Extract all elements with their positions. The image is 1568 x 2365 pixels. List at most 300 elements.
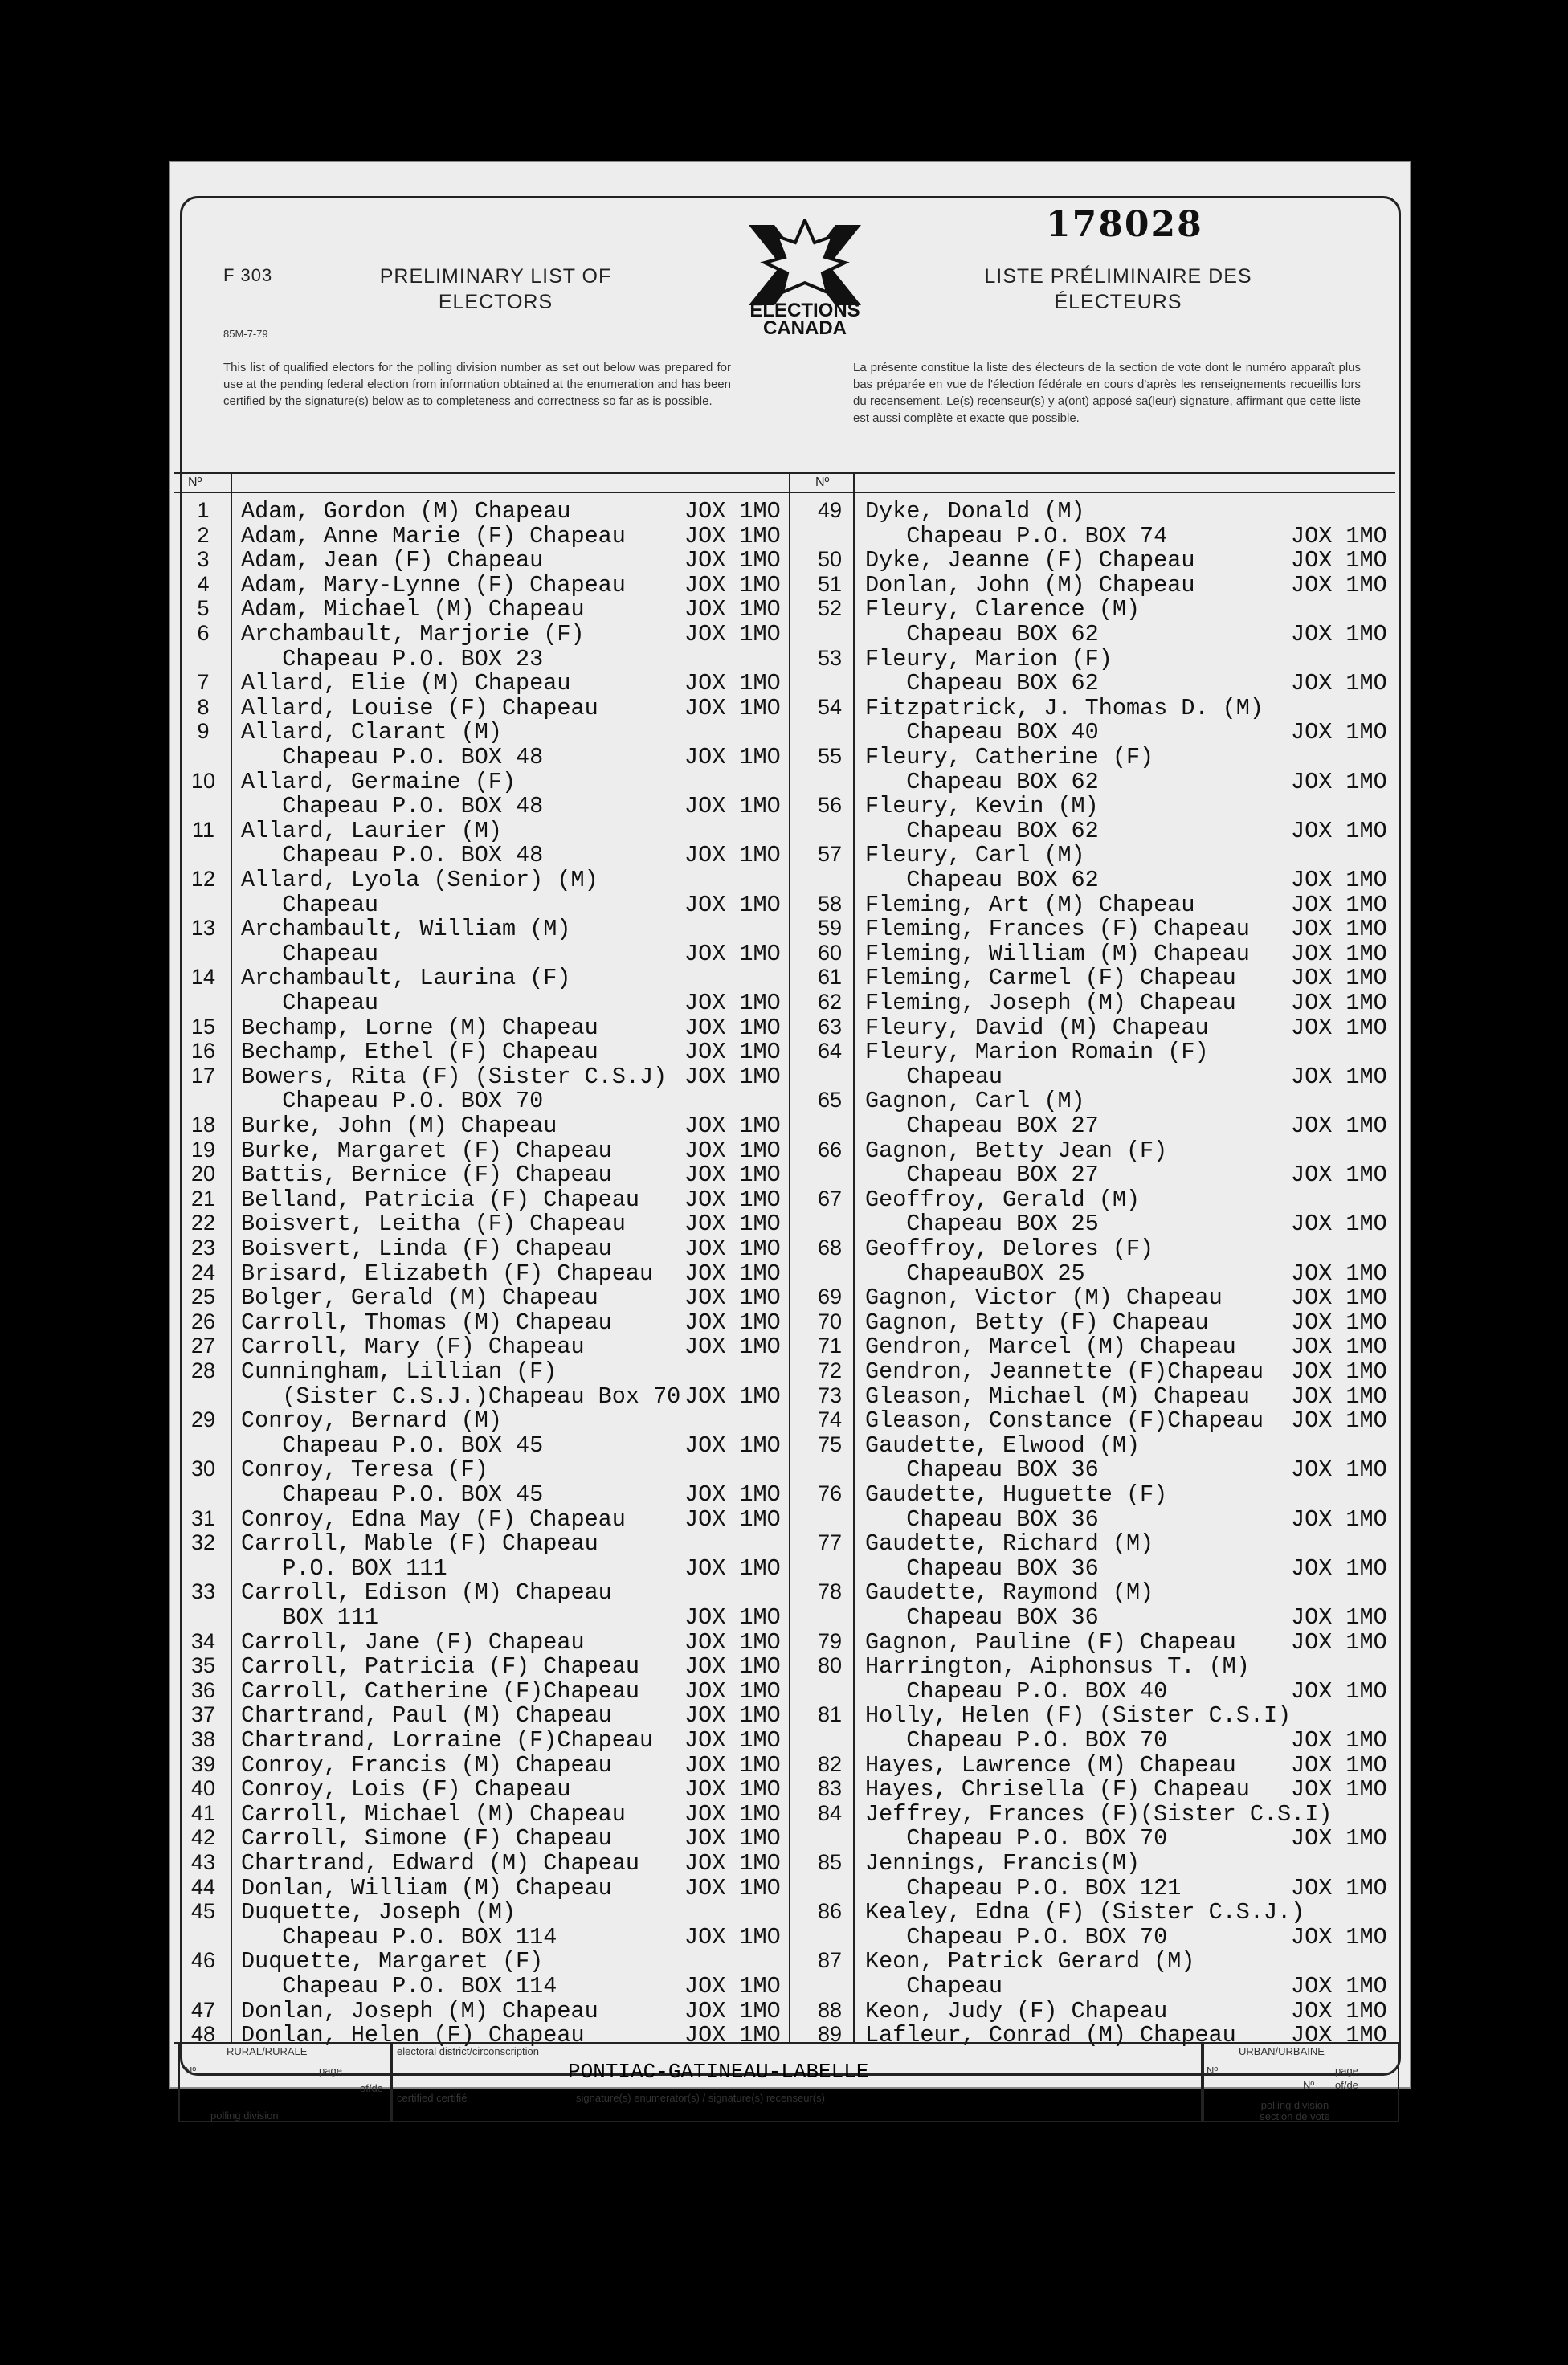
postal-code: JOX 1MO bbox=[684, 1481, 781, 1508]
elector-name: Conroy, Lois (F) Chapeau bbox=[241, 1776, 571, 1803]
elector-name: Gagnon, Victor (M) Chapeau bbox=[865, 1285, 1223, 1312]
elector-name: Keon, Patrick Gerard (M) bbox=[865, 1948, 1195, 1975]
urban-no-label-2: Nº bbox=[1303, 2079, 1315, 2091]
right-elector-row bbox=[170, 1015, 1391, 1040]
postal-code: JOX 1MO bbox=[1291, 1334, 1387, 1361]
postal-code: JOX 1MO bbox=[684, 1850, 781, 1877]
postal-code: JOX 1MO bbox=[684, 571, 781, 598]
postal-code: JOX 1MO bbox=[1291, 621, 1387, 647]
title-fr-line1: LISTE PRÉLIMINAIRE DES bbox=[984, 265, 1252, 288]
elector-number: 14 bbox=[190, 965, 216, 990]
postal-code: JOX 1MO bbox=[684, 1334, 781, 1361]
elector-name: Chartrand, Paul (M) Chapeau bbox=[241, 1702, 612, 1730]
elector-name: Boisvert, Leitha (F) Chapeau bbox=[241, 1211, 626, 1238]
elector-number: 8 bbox=[197, 694, 210, 719]
elector-name: Adam, Gordon (M) Chapeau bbox=[241, 498, 571, 525]
elector-name: Gagnon, Betty (F) Chapeau bbox=[865, 1309, 1209, 1336]
postal-code: JOX 1MO bbox=[1291, 547, 1387, 574]
right-elector-row bbox=[170, 1138, 1391, 1162]
postal-code: JOX 1MO bbox=[1291, 1997, 1387, 2024]
elector-name: Carroll, Thomas (M) Chapeau bbox=[241, 1309, 612, 1336]
elector-name: Chapeau BOX 36 bbox=[865, 1505, 1099, 1533]
elector-number: 71 bbox=[817, 1334, 843, 1358]
elector-name: Cunningham, Lillian (F) bbox=[241, 1358, 557, 1385]
page-total: 2 bbox=[349, 2085, 360, 2107]
elector-name: Chapeau bbox=[865, 1973, 1003, 1999]
elector-name: Gendron, Jeannette (F)Chapeau bbox=[865, 1358, 1264, 1385]
elector-number: 35 bbox=[190, 1653, 216, 1678]
elector-name: Chapeau bbox=[865, 1063, 1003, 1090]
elector-number: 81 bbox=[817, 1702, 843, 1727]
elector-name: Chapeau BOX 62 bbox=[865, 768, 1099, 795]
elector-name: Adam, Anne Marie (F) Chapeau bbox=[241, 522, 626, 549]
elector-name: Allard, Louise (F) Chapeau bbox=[241, 694, 598, 721]
elector-number: 34 bbox=[190, 1628, 216, 1653]
right-elector-row bbox=[170, 892, 1391, 917]
elector-name: Geoffroy, Gerald (M) bbox=[865, 1186, 1141, 1213]
elector-name: Gagnon, Carl (M) bbox=[865, 1088, 1085, 1115]
postal-code: JOX 1MO bbox=[684, 1211, 781, 1238]
elector-number: 37 bbox=[190, 1702, 216, 1727]
title-en-line2: ELECTORS bbox=[438, 291, 553, 313]
elector-name: Chapeau P.O. BOX 23 bbox=[241, 645, 544, 672]
maple-x-icon bbox=[725, 219, 885, 307]
elector-number: 23 bbox=[190, 1236, 216, 1260]
elector-name: Conroy, Francis (M) Chapeau bbox=[241, 1751, 612, 1779]
elector-name: Fleming, Joseph (M) Chapeau bbox=[865, 990, 1236, 1016]
postal-code: JOX 1MO bbox=[684, 670, 781, 697]
elector-number: 55 bbox=[817, 744, 843, 768]
elector-number: 33 bbox=[190, 1579, 216, 1604]
elector-number: 43 bbox=[190, 1850, 216, 1874]
elector-number: 50 bbox=[817, 547, 843, 572]
page-label: page bbox=[319, 2065, 342, 2077]
postal-code: JOX 1MO bbox=[1291, 1358, 1387, 1385]
elector-number: 1 bbox=[197, 498, 210, 522]
rural-no-label: Nº bbox=[185, 2065, 197, 2077]
elector-number: 88 bbox=[817, 1997, 843, 2022]
elector-name: Chapeau P.O. BOX 70 bbox=[865, 1923, 1168, 1950]
postal-code: JOX 1MO bbox=[1291, 1874, 1387, 1901]
elector-number: 11 bbox=[191, 817, 215, 842]
elector-number: 67 bbox=[817, 1186, 843, 1211]
elector-number: 31 bbox=[190, 1505, 216, 1530]
elector-number: 87 bbox=[817, 1948, 843, 1973]
right-elector-row bbox=[170, 1727, 1391, 1752]
postal-code: JOX 1MO bbox=[1291, 1505, 1387, 1533]
postal-code: JOX 1MO bbox=[1291, 719, 1387, 746]
postal-code: JOX 1MO bbox=[684, 1628, 781, 1656]
elector-number: 57 bbox=[817, 842, 843, 867]
postal-code: JOX 1MO bbox=[684, 744, 781, 770]
signature-label: signature(s) enumerator(s) / signature(s) recenseur(s) bbox=[576, 2092, 825, 2104]
right-elector-row bbox=[170, 1850, 1391, 1875]
elector-name: Conroy, Edna May (F) Chapeau bbox=[241, 1505, 626, 1533]
elector-number: 70 bbox=[817, 1309, 843, 1334]
elector-number: 48 bbox=[190, 2022, 216, 2047]
postal-code: JOX 1MO bbox=[1291, 867, 1387, 893]
elector-name: Hayes, Chrisella (F) Chapeau bbox=[865, 1776, 1250, 1803]
elector-name: Gaudette, Richard (M) bbox=[865, 1530, 1154, 1558]
elector-name: Fitzpatrick, J. Thomas D. (M) bbox=[865, 694, 1264, 721]
elector-name: Carroll, Edison (M) Chapeau bbox=[241, 1579, 612, 1607]
elector-name: Chapeau P.O. BOX 70 bbox=[241, 1088, 544, 1115]
elector-name: Carroll, Jane (F) Chapeau bbox=[241, 1628, 585, 1656]
elector-name: Fleming, Carmel (F) Chapeau bbox=[865, 965, 1236, 992]
elector-number: 77 bbox=[817, 1530, 843, 1555]
postal-code: JOX 1MO bbox=[684, 1973, 781, 1999]
right-elector-row bbox=[170, 1752, 1391, 1777]
postal-code: JOX 1MO bbox=[1291, 1383, 1387, 1410]
elector-number: 69 bbox=[817, 1285, 843, 1309]
postal-code: JOX 1MO bbox=[1291, 817, 1387, 844]
elector-name: Fleury, Marion (F) bbox=[865, 645, 1113, 672]
postal-code: JOX 1MO bbox=[1291, 1063, 1387, 1090]
elector-number: 36 bbox=[190, 1677, 216, 1702]
urban-page-label: page bbox=[1335, 2065, 1358, 2077]
elector-name: Chapeau P.O. BOX 48 bbox=[241, 793, 544, 820]
postal-code: JOX 1MO bbox=[684, 498, 781, 525]
elector-name: Dyke, Donald (M) bbox=[865, 498, 1085, 525]
rural-label: RURAL/RURALE bbox=[227, 2045, 308, 2057]
postal-code: JOX 1MO bbox=[684, 1677, 781, 1705]
elector-name: Archambault, Laurina (F) bbox=[241, 965, 571, 992]
elector-name: Chapeau P.O. BOX 121 bbox=[865, 1874, 1182, 1901]
elector-name: Chapeau P.O. BOX 70 bbox=[865, 1727, 1168, 1754]
postal-code: JOX 1MO bbox=[684, 1923, 781, 1950]
elector-name: Adam, Michael (M) Chapeau bbox=[241, 596, 585, 623]
elector-name: Archambault, Marjorie (F) bbox=[241, 621, 585, 647]
elector-name: Donlan, Joseph (M) Chapeau bbox=[241, 1997, 598, 2024]
polling-label-left: polling division bbox=[210, 2110, 279, 2122]
elector-number: 20 bbox=[190, 1162, 216, 1187]
elector-number: 75 bbox=[817, 1432, 843, 1456]
elector-name: BOX 111 bbox=[241, 1604, 379, 1631]
right-elector-row bbox=[170, 818, 1391, 843]
urban-of-label: of/de bbox=[1335, 2079, 1358, 2091]
elector-number: 86 bbox=[817, 1899, 843, 1924]
postal-code: JOX 1MO bbox=[684, 1260, 781, 1287]
elector-name: P.O. BOX 111 bbox=[241, 1554, 447, 1582]
right-elector-row bbox=[170, 1039, 1391, 1064]
elector-name: Bowers, Rita (F) (Sister C.S.J) bbox=[241, 1063, 668, 1090]
postal-code: JOX 1MO bbox=[1291, 1554, 1387, 1582]
elector-number: 28 bbox=[190, 1358, 216, 1383]
elector-name: Adam, Jean (F) Chapeau bbox=[241, 547, 544, 574]
elector-number: 26 bbox=[190, 1309, 216, 1334]
elector-name: Fleury, David (M) Chapeau bbox=[865, 1014, 1209, 1041]
elector-number: 47 bbox=[190, 1997, 216, 2022]
elector-number: 59 bbox=[817, 916, 843, 941]
elector-number: 78 bbox=[817, 1579, 843, 1604]
postal-code: JOX 1MO bbox=[1291, 1162, 1387, 1189]
postal-code: JOX 1MO bbox=[1291, 1014, 1387, 1041]
right-elector-row bbox=[170, 990, 1391, 1015]
right-elector-row bbox=[170, 1334, 1391, 1361]
elector-name: Chapeau bbox=[241, 940, 379, 967]
postal-code: JOX 1MO bbox=[684, 1997, 781, 2024]
right-elector-row bbox=[170, 769, 1391, 794]
postal-code: JOX 1MO bbox=[1291, 1973, 1387, 1999]
right-elector-row bbox=[170, 1260, 1391, 1285]
right-elector-row bbox=[170, 1064, 1391, 1089]
postal-code: JOX 1MO bbox=[1291, 1604, 1387, 1631]
elector-name: Chapeau BOX 40 bbox=[865, 719, 1099, 746]
elector-number: 49 bbox=[817, 498, 843, 522]
elector-name: Burke, John (M) Chapeau bbox=[241, 1113, 557, 1139]
postal-code: JOX 1MO bbox=[1291, 1211, 1387, 1238]
postal-code: JOX 1MO bbox=[684, 2022, 781, 2049]
right-elector-row bbox=[170, 867, 1391, 892]
elector-name: Keon, Judy (F) Chapeau bbox=[865, 1997, 1168, 2024]
logo-line-2: CANADA bbox=[763, 317, 847, 339]
elector-number: 6 bbox=[197, 621, 210, 645]
postal-code: JOX 1MO bbox=[684, 1604, 781, 1631]
elector-number: 5 bbox=[197, 596, 210, 621]
table-header-rule bbox=[174, 492, 1395, 493]
postal-code: JOX 1MO bbox=[1291, 1923, 1387, 1950]
elector-number: 44 bbox=[190, 1874, 216, 1899]
elector-name: Jennings, Francis(M) bbox=[865, 1850, 1141, 1877]
postal-code: JOX 1MO bbox=[684, 793, 781, 820]
right-elector-row bbox=[170, 1236, 1391, 1260]
elector-name: Carroll, Patricia (F) Chapeau bbox=[241, 1653, 639, 1681]
elector-name: Donlan, John (M) Chapeau bbox=[865, 571, 1195, 598]
elector-name: Dyke, Jeanne (F) Chapeau bbox=[865, 547, 1195, 574]
elector-number: 54 bbox=[817, 694, 843, 719]
right-elector-row bbox=[170, 646, 1391, 671]
postal-code: JOX 1MO bbox=[684, 1063, 781, 1090]
postal-code: JOX 1MO bbox=[684, 596, 781, 623]
elector-name: Chapeau P.O. BOX 114 bbox=[241, 1923, 557, 1950]
elector-number: 73 bbox=[817, 1383, 843, 1407]
right-elector-row bbox=[170, 695, 1391, 720]
of-label: of/de bbox=[360, 2082, 383, 2094]
elector-name: Gleason, Constance (F)Chapeau bbox=[865, 1407, 1264, 1435]
right-elector-row bbox=[170, 1309, 1391, 1334]
right-elector-row bbox=[170, 1653, 1391, 1681]
right-elector-row bbox=[170, 1383, 1391, 1408]
elector-number: 39 bbox=[190, 1751, 216, 1776]
right-elector-row bbox=[170, 1555, 1391, 1580]
postal-code: JOX 1MO bbox=[684, 842, 781, 869]
elector-name: Allard, Laurier (M) bbox=[241, 817, 502, 844]
table-top-rule bbox=[174, 472, 1395, 474]
elector-number: 56 bbox=[817, 793, 843, 818]
elector-number: 32 bbox=[190, 1530, 216, 1555]
elector-number: 2 bbox=[197, 522, 210, 547]
postal-code: JOX 1MO bbox=[1291, 1677, 1387, 1705]
elector-name: Duquette, Margaret (F) bbox=[241, 1948, 544, 1975]
intro-french: La présente constitue la liste des électeurs de la section de vote dont le numéro apparaît plus bas préparée en vue de l'élection fédérale en cours d'après les renseignements recueillis lors du recensement. Le(s) recenseur(s) y a(ont) apposé sa(leur) signature, affirmant que cette liste est aussi complète et exacte que possible. bbox=[853, 361, 1361, 425]
postal-code: JOX 1MO bbox=[684, 1039, 781, 1066]
elector-number: 58 bbox=[817, 891, 843, 916]
elector-number: 52 bbox=[817, 596, 843, 621]
postal-code: JOX 1MO bbox=[684, 1309, 781, 1336]
postal-code: JOX 1MO bbox=[684, 1162, 781, 1189]
elector-number: 62 bbox=[817, 990, 843, 1014]
elector-name: Chapeau BOX 36 bbox=[865, 1456, 1099, 1484]
elector-name: Chapeau BOX 36 bbox=[865, 1604, 1099, 1631]
elector-name: Kealey, Edna (F) (Sister C.S.J.) bbox=[865, 1899, 1305, 1926]
right-elector-row bbox=[170, 1579, 1391, 1607]
postal-code: JOX 1MO bbox=[1291, 1113, 1387, 1139]
elector-name: Chapeau BOX 25 bbox=[865, 1211, 1099, 1238]
page-number: 1 bbox=[307, 2085, 318, 2107]
right-elector-row bbox=[170, 498, 1391, 523]
district-label: electoral district/circonscription bbox=[397, 2045, 540, 2057]
elector-name: Carroll, Simone (F) Chapeau bbox=[241, 1825, 612, 1852]
right-elector-row bbox=[170, 1702, 1391, 1730]
right-elector-row bbox=[170, 1825, 1391, 1850]
column-number-left: Nº bbox=[188, 476, 202, 489]
elector-name: Battis, Bernice (F) Chapeau bbox=[241, 1162, 612, 1189]
postal-code: JOX 1MO bbox=[1291, 1628, 1387, 1656]
polling-label-right: polling division section de vote bbox=[1260, 2099, 1330, 2122]
elector-name: Gaudette, Raymond (M) bbox=[865, 1579, 1154, 1607]
elector-name: Chapeau BOX 62 bbox=[865, 621, 1099, 647]
right-elector-row bbox=[170, 523, 1391, 548]
postal-code: JOX 1MO bbox=[1291, 670, 1387, 697]
elector-name: Chapeau P.O. BOX 45 bbox=[241, 1432, 544, 1459]
postal-code: JOX 1MO bbox=[684, 1285, 781, 1312]
elector-number: 64 bbox=[817, 1039, 843, 1064]
elector-name: Duquette, Joseph (M) bbox=[241, 1899, 517, 1926]
elector-number: 3 bbox=[197, 547, 210, 572]
elector-name: Brisard, Elizabeth (F) Chapeau bbox=[241, 1260, 654, 1287]
elector-number: 12 bbox=[190, 867, 216, 891]
elector-name: Bechamp, Ethel (F) Chapeau bbox=[241, 1039, 598, 1066]
right-elector-row bbox=[170, 744, 1391, 769]
right-elector-row bbox=[170, 1530, 1391, 1558]
elector-name: Gagnon, Pauline (F) Chapeau bbox=[865, 1628, 1236, 1656]
elector-number: 60 bbox=[817, 940, 843, 965]
postal-code: JOX 1MO bbox=[684, 1014, 781, 1041]
right-elector-row bbox=[170, 1187, 1391, 1211]
elector-number: 63 bbox=[817, 1014, 843, 1039]
rural-number: 5 bbox=[202, 2085, 214, 2107]
postal-code: JOX 1MO bbox=[684, 1874, 781, 1901]
postal-code: JOX 1MO bbox=[684, 621, 781, 647]
elector-name: Carroll, Michael (M) Chapeau bbox=[241, 1800, 626, 1828]
postal-code: JOX 1MO bbox=[684, 1383, 781, 1410]
postal-code: JOX 1MO bbox=[1291, 891, 1387, 918]
serial-number: 178028 bbox=[1046, 204, 1203, 245]
elector-number: 68 bbox=[817, 1236, 843, 1260]
elector-name: Donlan, William (M) Chapeau bbox=[241, 1874, 612, 1901]
form-number: F 303 bbox=[223, 265, 273, 285]
elector-name: Carroll, Mary (F) Chapeau bbox=[241, 1334, 585, 1361]
elector-name: Bechamp, Lorne (M) Chapeau bbox=[241, 1014, 598, 1041]
postal-code: JOX 1MO bbox=[1291, 1727, 1387, 1754]
elector-name: Chapeau BOX 62 bbox=[865, 867, 1099, 893]
right-elector-row bbox=[170, 1678, 1391, 1703]
elector-name: Bolger, Gerald (M) Chapeau bbox=[241, 1285, 598, 1312]
elector-name: Fleming, Frances (F) Chapeau bbox=[865, 916, 1250, 943]
right-elector-row bbox=[170, 1899, 1391, 1924]
elector-name: Fleury, Carl (M) bbox=[865, 842, 1085, 869]
title-fr-line2: ÉLECTEURS bbox=[1054, 291, 1182, 313]
right-elector-row bbox=[170, 621, 1391, 646]
elector-number: 27 bbox=[190, 1334, 216, 1358]
elector-number: 79 bbox=[817, 1628, 843, 1653]
postal-code: JOX 1MO bbox=[1291, 1456, 1387, 1484]
postal-code: JOX 1MO bbox=[1291, 522, 1387, 549]
right-elector-row bbox=[170, 1776, 1391, 1801]
right-elector-row bbox=[170, 1481, 1391, 1506]
elector-number: 13 bbox=[190, 916, 216, 941]
right-elector-row bbox=[170, 670, 1391, 695]
postal-code: JOX 1MO bbox=[684, 1137, 781, 1164]
right-elector-row bbox=[170, 1088, 1391, 1113]
elector-name: Holly, Helen (F) (Sister C.S.I) bbox=[865, 1702, 1292, 1730]
elector-number: 30 bbox=[190, 1456, 216, 1481]
title-en-line1: PRELIMINARY LIST OF bbox=[379, 265, 612, 288]
postal-code: JOX 1MO bbox=[1291, 1776, 1387, 1803]
elector-number: 10 bbox=[190, 768, 216, 793]
elector-name: Chapeau P.O. BOX 45 bbox=[241, 1481, 544, 1508]
elector-name: Chartrand, Lorraine (F)Chapeau bbox=[241, 1727, 654, 1754]
postal-code: JOX 1MO bbox=[1291, 1751, 1387, 1779]
postal-code: JOX 1MO bbox=[684, 1776, 781, 1803]
right-elector-row bbox=[170, 1801, 1391, 1826]
elector-name: Conroy, Teresa (F) bbox=[241, 1456, 488, 1484]
elector-name: Adam, Mary-Lynne (F) Chapeau bbox=[241, 571, 626, 598]
right-elector-row bbox=[170, 1629, 1391, 1654]
elector-number: 7 bbox=[197, 670, 210, 695]
elector-name: Gleason, Michael (M) Chapeau bbox=[865, 1383, 1250, 1410]
elector-name: Chapeau bbox=[241, 990, 379, 1016]
elector-number: 66 bbox=[817, 1137, 843, 1162]
form-code: 85M-7-79 bbox=[223, 328, 268, 340]
elector-name: Conroy, Bernard (M) bbox=[241, 1407, 502, 1435]
elector-number: 80 bbox=[817, 1653, 843, 1678]
postal-code: JOX 1MO bbox=[1291, 916, 1387, 943]
elector-name: Chapeau P.O. BOX 40 bbox=[865, 1677, 1168, 1705]
postal-code: JOX 1MO bbox=[684, 891, 781, 918]
elector-name: Harrington, Aiphonsus T. (M) bbox=[865, 1653, 1250, 1681]
elector-number: 65 bbox=[817, 1088, 843, 1113]
elector-number: 4 bbox=[197, 571, 210, 596]
right-elector-row bbox=[170, 1285, 1391, 1312]
right-elector-row bbox=[170, 1211, 1391, 1236]
elector-name: Chapeau BOX 62 bbox=[865, 670, 1099, 697]
elector-number: 40 bbox=[190, 1776, 216, 1801]
right-elector-row bbox=[170, 793, 1391, 818]
certified-label: certified certifié bbox=[397, 2092, 468, 2104]
elector-name: Lafleur, Conrad (M) Chapeau bbox=[865, 2022, 1236, 2049]
right-elector-row bbox=[170, 547, 1391, 572]
elector-name: Chartrand, Edward (M) Chapeau bbox=[241, 1850, 639, 1877]
elector-number: 42 bbox=[190, 1825, 216, 1850]
postal-code: JOX 1MO bbox=[1291, 940, 1387, 967]
elector-name: Chapeau P.O. BOX 114 bbox=[241, 1973, 557, 1999]
elector-number: 17 bbox=[190, 1063, 216, 1088]
right-elector-row bbox=[170, 1456, 1391, 1484]
right-elector-row bbox=[170, 1407, 1391, 1435]
right-elector-row bbox=[170, 965, 1391, 990]
elector-name: Chapeau BOX 27 bbox=[865, 1162, 1099, 1189]
elector-name: Allard, Germaine (F) bbox=[241, 768, 517, 795]
elector-number: 46 bbox=[190, 1948, 216, 1973]
elector-number: 19 bbox=[190, 1137, 216, 1162]
elector-number: 76 bbox=[817, 1481, 843, 1505]
elector-number: 38 bbox=[190, 1727, 216, 1751]
elector-number: 89 bbox=[817, 2022, 843, 2047]
right-elector-row bbox=[170, 1432, 1391, 1457]
postal-code: JOX 1MO bbox=[684, 547, 781, 574]
elector-number: 51 bbox=[817, 571, 843, 596]
